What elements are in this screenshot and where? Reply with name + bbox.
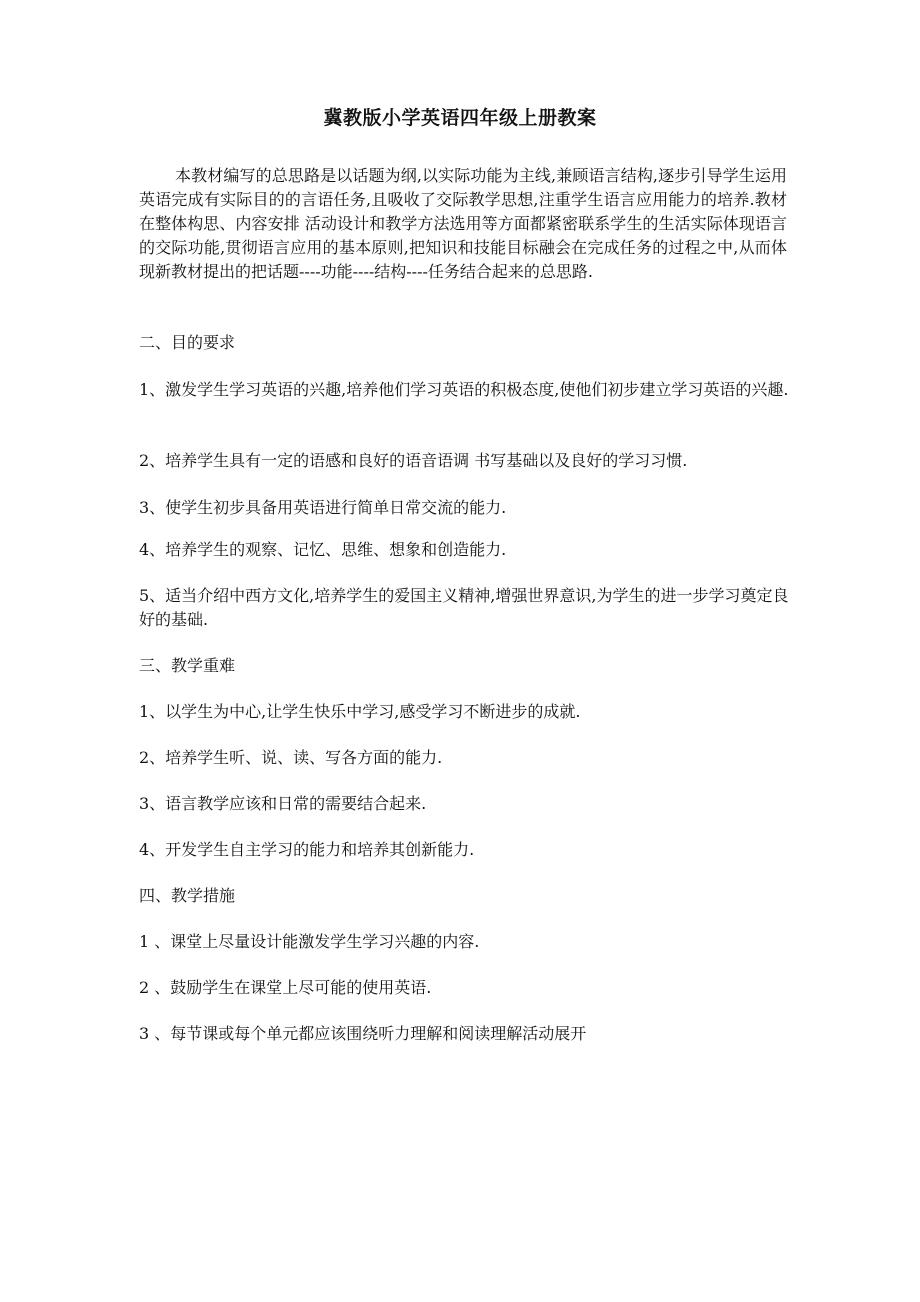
list-item: 3、语言教学应该和日常的需要结合起来. — [139, 794, 427, 813]
list-item: 4、培养学生的观察、记忆、思维、想象和创造能力. — [139, 540, 507, 559]
list-item: 1 、课堂上尽量设计能激发学生学习兴趣的内容. — [139, 932, 480, 951]
section-heading-objectives: 二、目的要求 — [139, 333, 236, 352]
intro-paragraph: 本教材编写的总思路是以话题为纲,以实际功能为主线,兼顾语言结构,逐步引导学生运用英语完成有实际目的的言语任务,且吸收了交际教学思想,注重学生语言应用能力的培养.教材在整体构思、内容安排 活动设计和教学方法选用等方面都紧密联系学生的生活实际体现语言的交际功能,贯彻语言应用的基本原则,把知识和技能目标融会在完成任务的过程之中,从而体现新教材提出的把话题----功能----结构----任务结合起来的总思路. — [139, 166, 787, 281]
document-title: 冀教版小学英语四年级上册教案 — [323, 107, 597, 129]
list-item: 5、适当介绍中西方文化,培养学生的爱国主义精神,增强世界意识,为学生的进一步学习奠定良好的基础. — [139, 586, 789, 629]
list-item: 3 、每节课或每个单元都应该围绕听力理解和阅读理解活动展开 — [139, 1024, 587, 1043]
list-item: 1、以学生为中心,让学生快乐中学习,感受学习不断进步的成就. — [139, 702, 581, 721]
section-heading-key-points: 三、教学重难 — [139, 656, 236, 675]
list-item: 2、培养学生听、说、读、写各方面的能力. — [139, 748, 443, 767]
section-heading-measures: 四、教学措施 — [139, 886, 236, 905]
list-item: 3、使学生初步具备用英语进行简单日常交流的能力. — [139, 498, 507, 517]
list-item: 1、激发学生学习英语的兴趣,培养他们学习英语的积极态度,使他们初步建立学习英语的兴趣. — [139, 380, 789, 399]
list-item: 2、培养学生具有一定的语感和良好的语音语调 书写基础以及良好的学习习惯. — [139, 451, 688, 470]
list-item: 4、开发学生自主学习的能力和培养其创新能力. — [139, 840, 475, 859]
list-item: 2 、鼓励学生在课堂上尽可能的使用英语. — [139, 978, 432, 997]
